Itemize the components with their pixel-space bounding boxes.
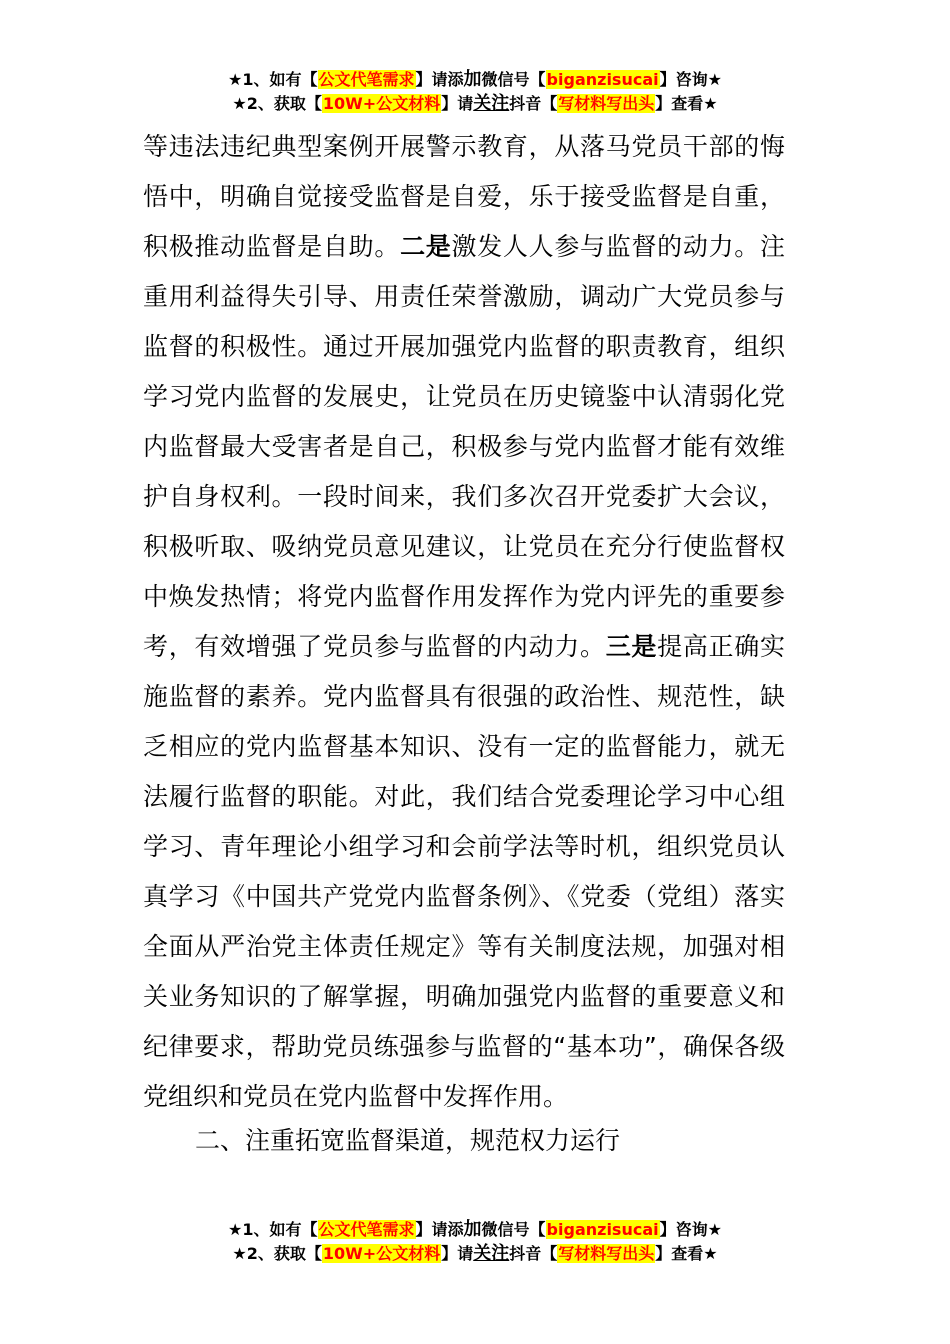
highlight-service: 公文代笔需求 [318, 70, 415, 89]
point-two-label: 二是 [400, 232, 452, 261]
highlight-materials: 10W+公文材料 [322, 1244, 441, 1263]
highlight-douyin: 写材料写出头 [558, 1244, 655, 1263]
body-paragraph [143, 122, 785, 1122]
section-heading: 二、注重拓宽监督渠道，规范权力运行 [195, 1126, 621, 1155]
point-three-label: 三是 [605, 632, 658, 661]
banner-line-1: ★1、如有【公文代笔需求】请添加微信号【biganzisucai】咨询★ [228, 69, 722, 90]
highlight-wechat-id: biganzisucai [546, 70, 659, 89]
paragraph-text: 等违法违纪典型案例开展警示教育，从落马党员干部的悔悟中，明确自觉接受监督是自爱，乐于接受监督是自重，积极推动监督是自助。二是激发人人参与监督的动力。注重用利益得失引导、用责任荣誉激励，调动广大党员参与监督的积极性。通过开展加强党内监督的职责教育，组织学习党内监督的发展史，让党员在历史镜鉴中认清弱化党内监督最大受害者是自己，积极参与党内监督才能有效维护自身权利。一段时间来，我们多次召开党委扩大会议，积极听取、吸纳党员意见建议，让党员在充分行使监督权中焕发热情；将党内监督作用发挥作为党内评先的重要参考，有效增强了党员参与监督的内动力。三是提高正确实施监督的素养。党内监督具有很强的政治性、规范性，缺乏相应的党内监督基本知识、没有一定的监督能力，就无法履行监督的职能。对此，我们结合党委理论学习中心组学习、青年理论小组学习和会前学法等时机，组织党员认真学习《中国共产党党内监督条例》、《党委（党组）落实全面从严治党主体责任规定》等有关制度法规，加强对相关业务知识的了解掌握，明确加强党内监督的重要意义和纪律要求，帮助党员练强参与监督的“基本功”，确保各级党组织和党员在党内监督中发挥作用。 [143, 132, 785, 1111]
banner-line-1: ★1、如有【公文代笔需求】请添加微信号【biganzisucai】咨询★ [228, 1219, 722, 1240]
banner-line-2: ★2、获取【10W+公文材料】请关注抖音【写材料写出头】查看★ [232, 1243, 718, 1264]
footer-banner [0, 1218, 950, 1266]
highlight-wechat-id: biganzisucai [546, 1220, 659, 1239]
highlight-service: 公文代笔需求 [318, 1220, 415, 1239]
highlight-materials: 10W+公文材料 [322, 94, 441, 113]
highlight-douyin: 写材料写出头 [558, 94, 655, 113]
banner-line-2: ★2、获取【10W+公文材料】请关注抖音【写材料写出头】查看★ [232, 93, 718, 114]
header-banner [0, 68, 950, 116]
